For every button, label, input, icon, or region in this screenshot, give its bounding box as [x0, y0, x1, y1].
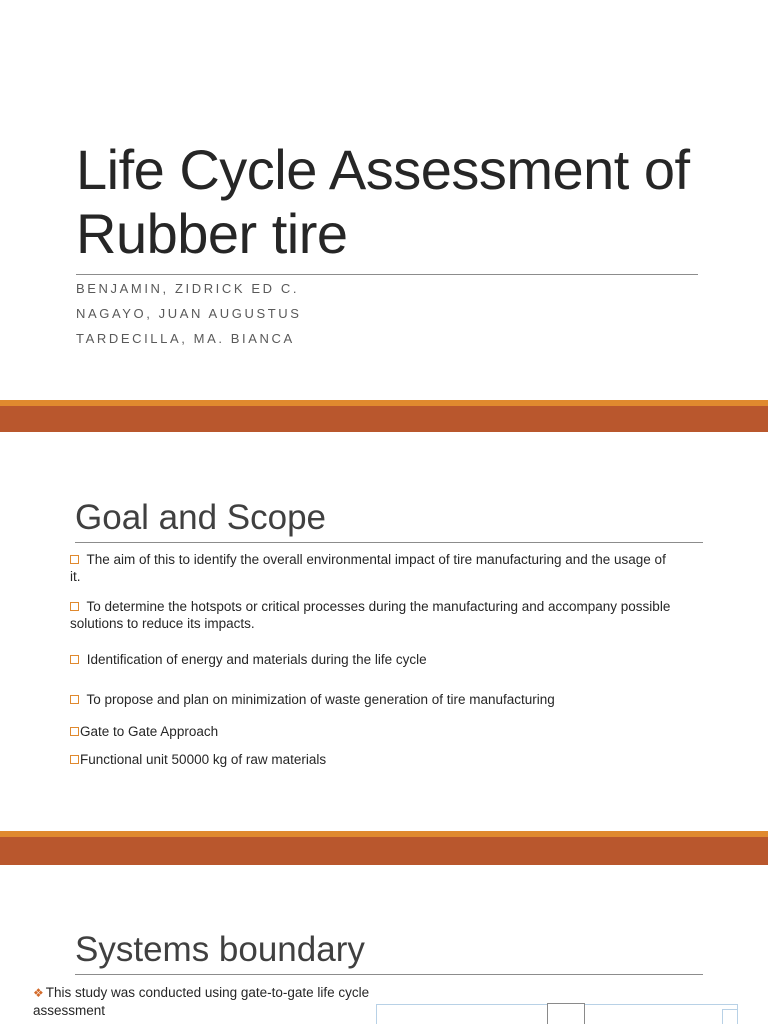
- title-line-1: Life Cycle Assessment of: [76, 138, 690, 201]
- bullet-item: To determine the hotspots or critical processes during the manufacturing and accompany possible solutions to reduce its impacts.: [70, 599, 671, 631]
- checkbox-bullet-icon: [70, 727, 79, 736]
- diamond-bullet-icon: ❖: [33, 986, 44, 1000]
- title-line-2: Rubber tire: [76, 202, 348, 265]
- bullet-item: Identification of energy and materials during the life cycle: [70, 651, 680, 668]
- slide-divider-band: [0, 837, 768, 865]
- section-divider: [75, 542, 703, 543]
- bullet-item: Gate to Gate Approach: [70, 723, 680, 740]
- bullet-item: To propose and plan on minimization of waste generation of tire manufacturing: [70, 691, 680, 708]
- author-name: NAGAYO, JUAN AUGUSTUS: [76, 306, 302, 321]
- bullet-item: ❖ This study was conducted using gate-to-gate life cycle assessment: [33, 985, 370, 1018]
- diagram-process-box: [547, 1003, 585, 1024]
- diagram-connector: [722, 1009, 738, 1024]
- title-divider: [76, 274, 698, 275]
- checkbox-bullet-icon: [70, 755, 79, 764]
- bullet-item: Functional unit 50000 kg of raw materials: [70, 751, 680, 768]
- system-boundary-diagram: [376, 1004, 738, 1024]
- checkbox-bullet-icon: [70, 555, 79, 564]
- slide-title: [76, 138, 736, 266]
- slide-divider-band: [0, 406, 768, 432]
- bullet-item: The aim of this to identify the overall environmental impact of tire manufacturing and the usage of it.: [70, 552, 666, 584]
- section-title: Goal and Scope: [75, 498, 327, 537]
- checkbox-bullet-icon: [70, 695, 79, 704]
- author-name: BENJAMIN, ZIDRICK ED C.: [76, 281, 300, 296]
- author-list: [76, 280, 302, 355]
- checkbox-bullet-icon: [70, 655, 79, 664]
- section-divider: [75, 974, 703, 975]
- author-name: TARDECILLA, MA. BIANCA: [76, 331, 295, 346]
- section-title: Systems boundary: [75, 930, 365, 969]
- checkbox-bullet-icon: [70, 602, 79, 611]
